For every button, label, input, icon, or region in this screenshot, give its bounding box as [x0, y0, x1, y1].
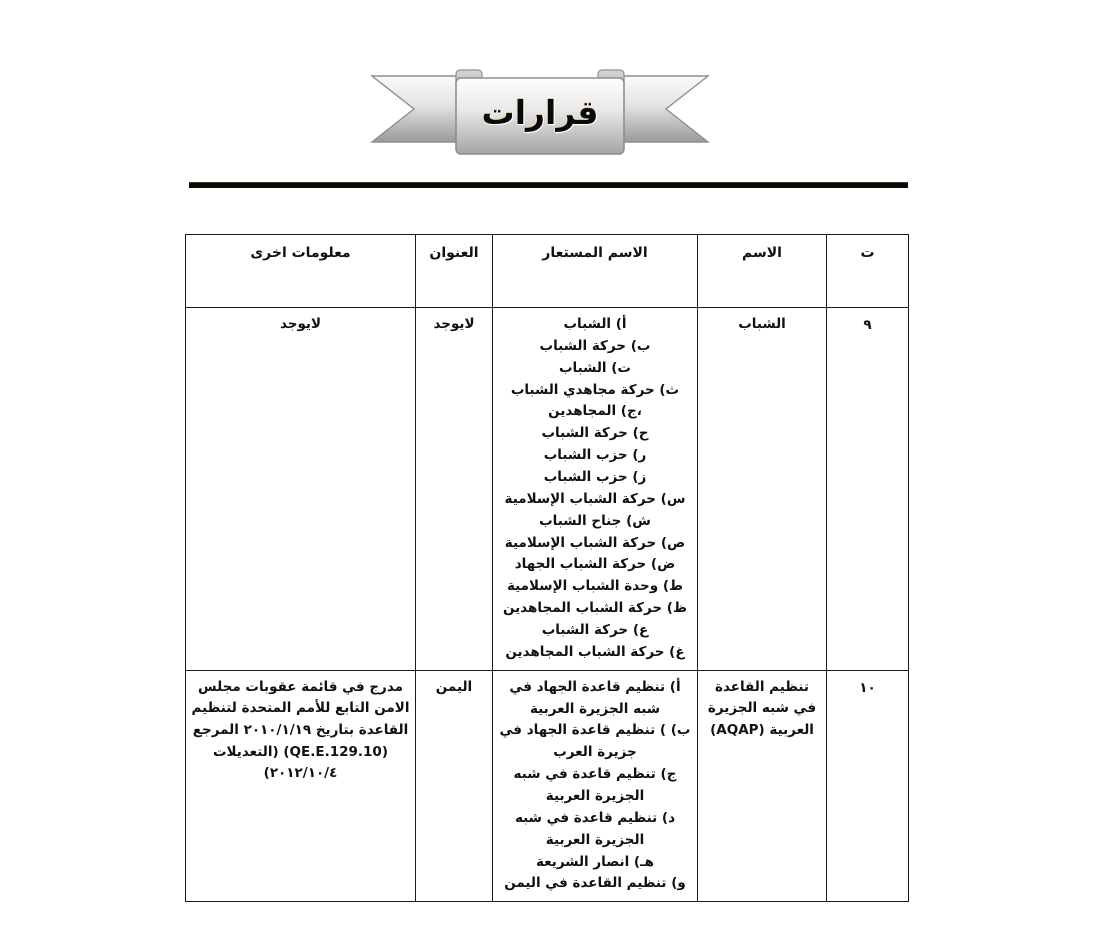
- cell-aliases: [493, 670, 698, 902]
- alias-item: ر) حزب الشباب: [543, 447, 647, 464]
- alias-item: ش) جناح الشباب: [539, 512, 651, 529]
- alias-item: و) تنظيم القاعدة في اليمن: [504, 875, 686, 892]
- alias-item: ب) حركة الشباب: [539, 337, 651, 354]
- alias-item: ت) الشباب: [558, 359, 631, 376]
- cell-seq: [827, 670, 909, 902]
- other-info-value: مدرج في قائمة عقوبات مجلس الامن التابع للأمم المتحدة لتنظيم القاعدة بتاريخ ٢٠١٠/١/١٩ المرجع (QE.E.129.10) (التعديلات ٢٠١٢/١٠/٤): [191, 678, 410, 782]
- alias-item: ث) حركة مجاهدي الشباب: [510, 381, 680, 398]
- alias-item: ض) حركة الشباب الجهاد: [514, 556, 676, 573]
- page-title: قرارات: [481, 92, 599, 132]
- other-info-value: لايوجد: [279, 316, 322, 332]
- table-header-row: [186, 235, 909, 308]
- alias-item: د) تنظيم قاعدة في شبه الجزيرة العربية: [514, 809, 676, 848]
- table-row: [186, 308, 909, 671]
- alias-item: ب) ) تنظيم قاعدة الجهاد في جزيرة العرب: [499, 722, 691, 761]
- cell-address: [416, 308, 493, 671]
- table-header: [186, 235, 909, 308]
- alias-item: ط) وحدة الشباب الإسلامية: [506, 578, 684, 595]
- cell-other-info: [186, 670, 416, 902]
- alias-item: ز) حزب الشباب: [543, 469, 647, 486]
- cell-seq: [827, 308, 909, 671]
- cell-other-info: [186, 308, 416, 671]
- name-value: الشباب: [738, 316, 786, 332]
- alias-item: أ) الشباب: [563, 316, 627, 332]
- column-header-info: معلومات اخرى: [186, 235, 416, 308]
- cell-aliases: [493, 308, 698, 671]
- alias-item: ،ج) المجاهدين: [548, 403, 642, 420]
- alias-item: هـ) انصار الشريعة: [535, 853, 655, 870]
- column-header-name: الاسم: [698, 235, 827, 308]
- name-value: تنظيم القاعدة في شبه الجزيرة العربية (AQAP): [707, 678, 817, 738]
- seq-value: ١٠: [859, 679, 876, 696]
- address-value: لايوجد: [433, 316, 475, 332]
- alias-item: س) حركة الشباب الإسلامية: [504, 490, 686, 507]
- column-header-seq: ت: [827, 235, 909, 308]
- table-body: [186, 308, 909, 902]
- seq-value: ٩: [863, 317, 872, 333]
- alias-item: ح) حركة الشباب: [541, 425, 649, 442]
- alias-item: أ) تنظيم قاعدة الجهاد في شبه الجزيرة العربية: [509, 678, 681, 717]
- records-table: [185, 234, 909, 902]
- alias-item: ص) حركة الشباب الإسلامية: [504, 534, 686, 551]
- alias-list: [497, 314, 693, 664]
- alias-item: ع) حركة الشباب: [541, 622, 649, 639]
- column-header-address: العنوان: [416, 235, 493, 308]
- cell-address: [416, 670, 493, 902]
- address-value: اليمن: [435, 678, 473, 695]
- column-header-alias: الاسم المستعار: [493, 235, 698, 308]
- alias-item: غ) حركة الشباب المجاهدين: [505, 643, 685, 660]
- cell-name: [698, 308, 827, 671]
- alias-item: ظ) حركة الشباب المجاهدين: [503, 600, 687, 617]
- table-row: [186, 670, 909, 902]
- alias-item: ج) تنظيم قاعدة في شبه الجزيرة العربية: [513, 766, 677, 805]
- alias-list: [497, 677, 693, 896]
- cell-name: [698, 670, 827, 902]
